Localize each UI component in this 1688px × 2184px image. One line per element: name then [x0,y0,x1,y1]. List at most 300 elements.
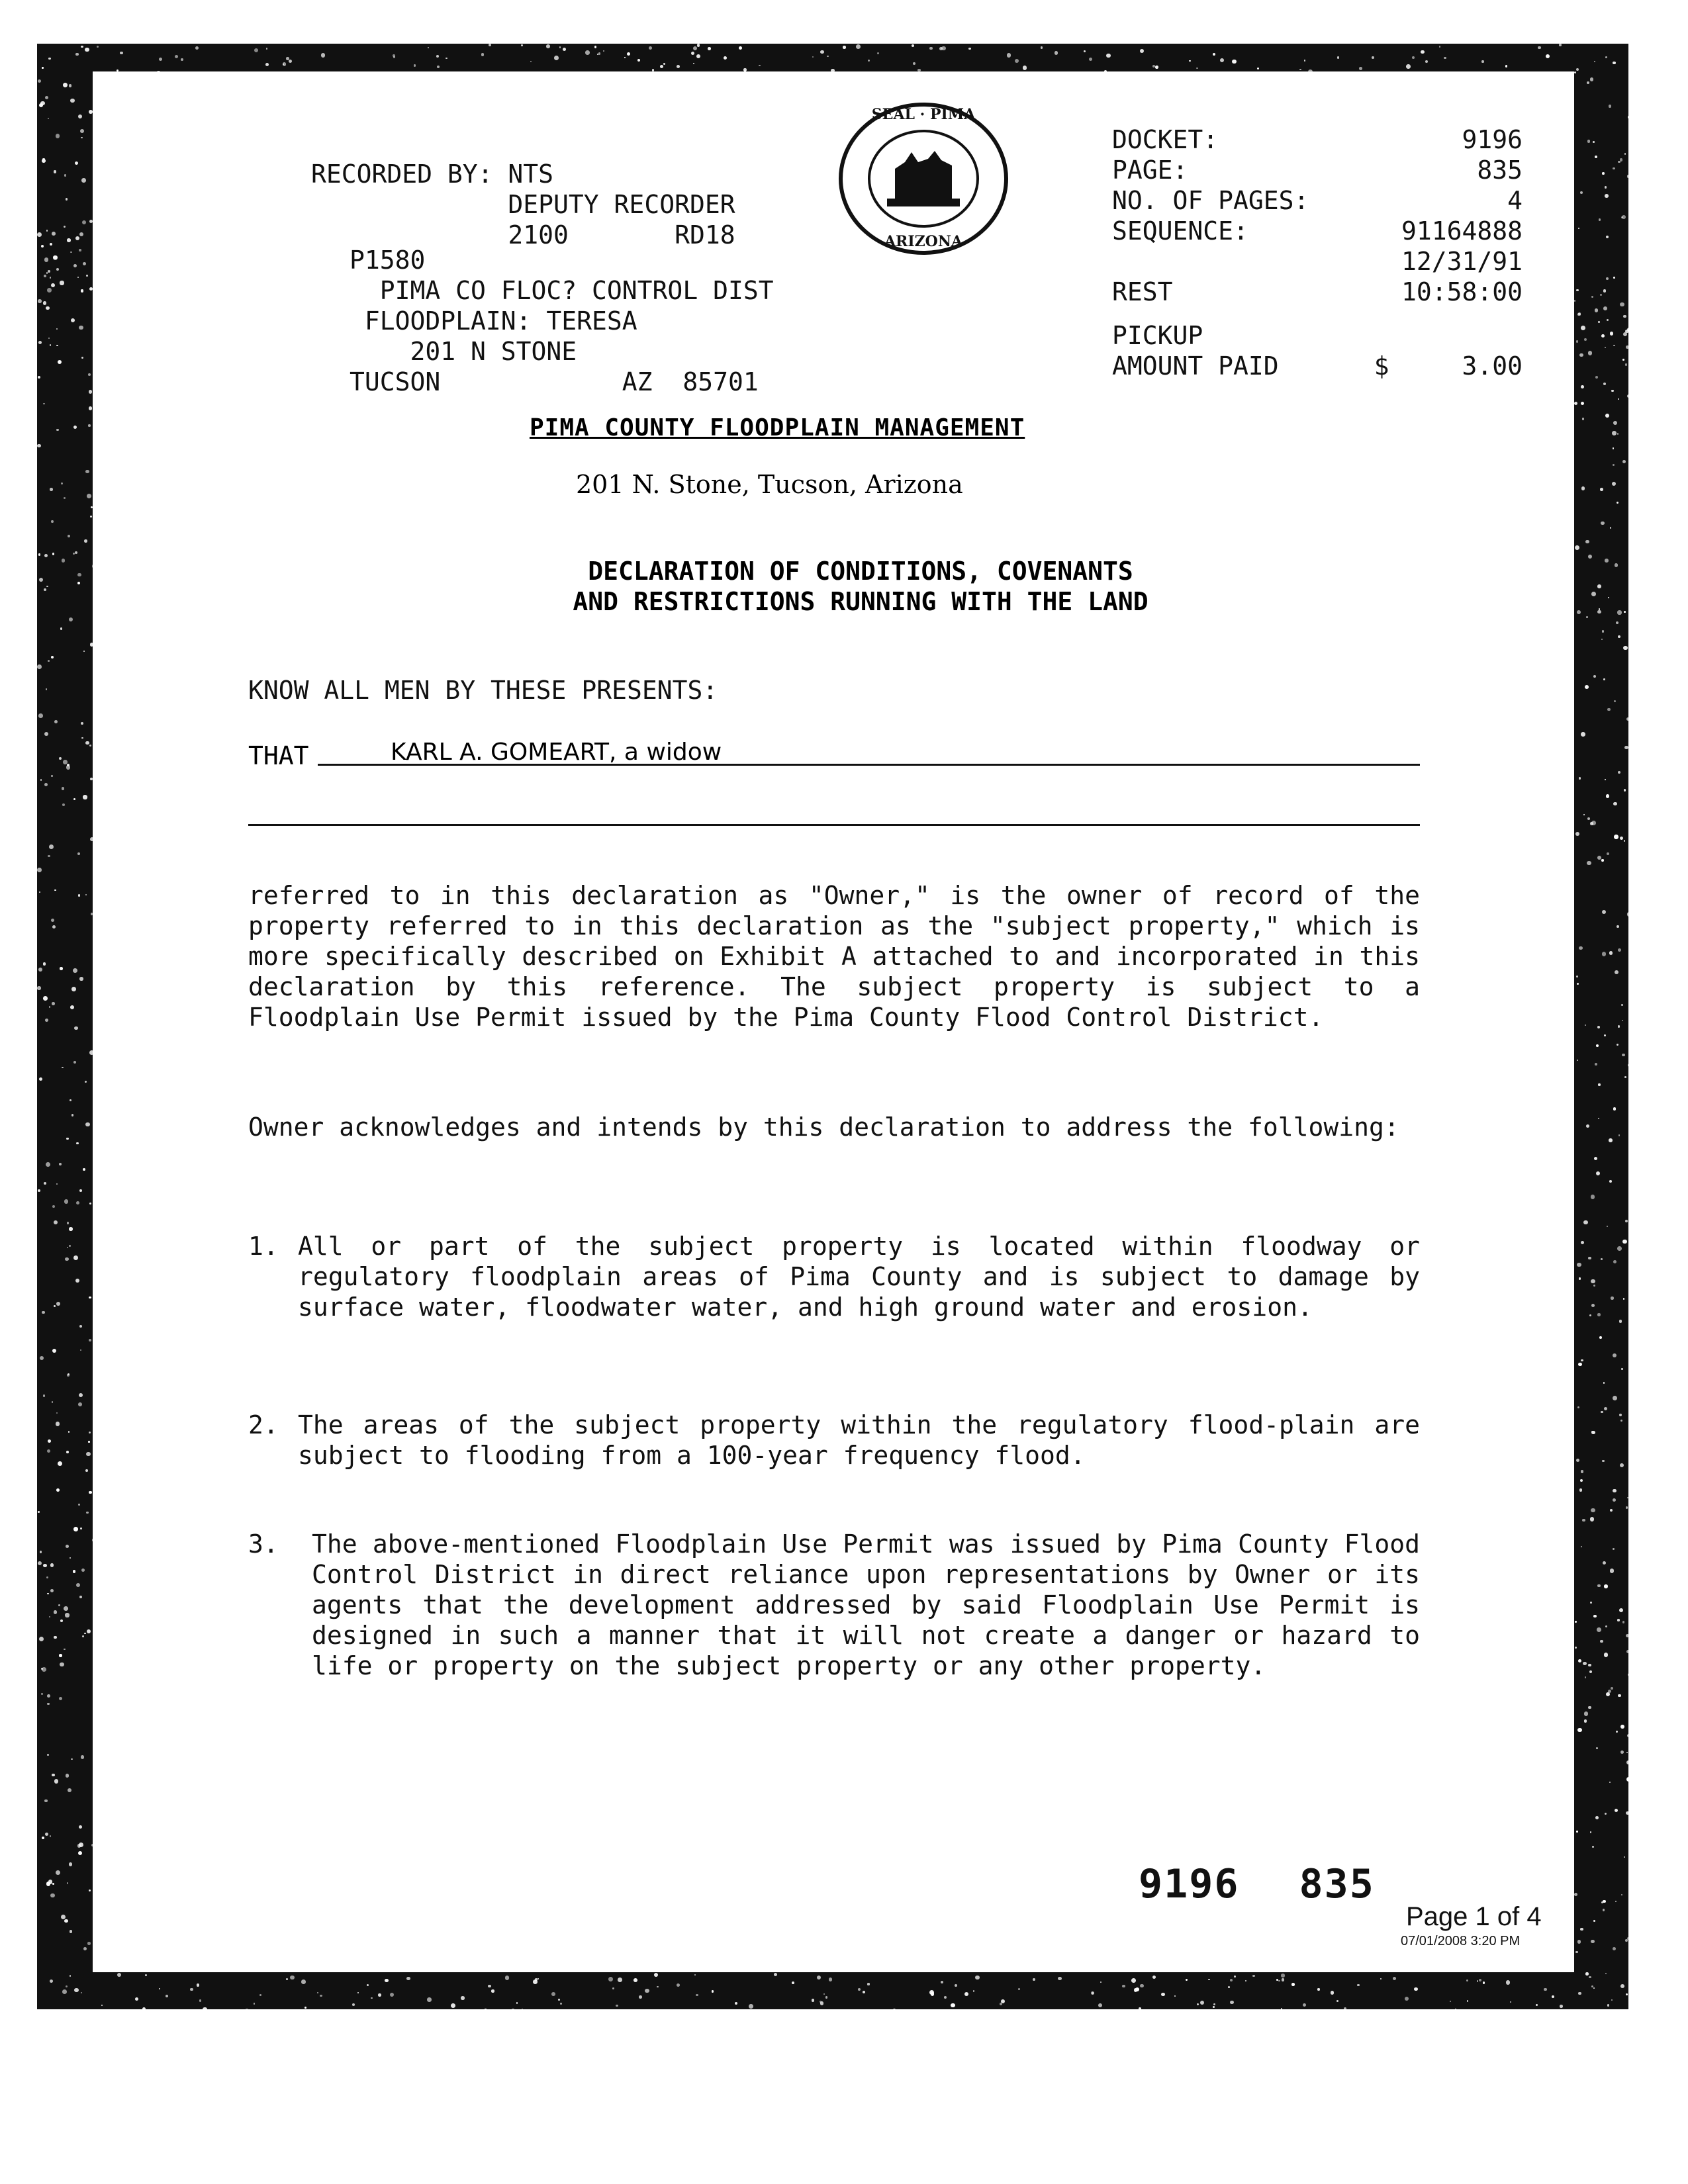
scan-noise-speck [48,660,50,662]
scan-noise-speck [1481,60,1484,63]
scan-noise-speck [1582,418,1585,420]
scan-noise-speck [1601,1258,1603,1260]
blank-underline [248,824,1420,826]
scan-noise-speck [68,535,70,537]
scan-noise-speck [266,48,267,49]
scan-noise-speck [87,1942,91,1945]
scan-noise-speck [70,1099,71,1101]
scan-noise-speck [1584,1719,1587,1722]
scan-noise-speck [1617,1246,1622,1251]
scan-noise-speck [1232,60,1236,64]
list-item [248,1529,1420,1681]
scan-noise-speck [1595,1816,1599,1819]
scan-noise-speck [1617,610,1621,614]
scan-noise-speck [1368,2009,1370,2011]
scan-noise-speck [1098,2003,1102,2007]
scan-noise-speck [1620,1751,1624,1754]
scan-noise-speck [792,1981,794,1984]
scan-noise-speck [749,2004,753,2009]
scan-noise-speck [81,722,83,725]
scan-noise-speck [1588,1664,1591,1666]
scan-noise-speck [1041,46,1043,49]
scan-noise-speck [639,1995,642,1999]
declaration-title-line-1: DECLARATION OF CONDITIONS, COVENANTS [588,557,1133,586]
scan-noise-speck [59,757,62,760]
scan-noise-speck [484,2009,488,2013]
scan-noise-speck [85,741,89,745]
scan-noise-speck [75,53,79,56]
scan-noise-speck [50,344,51,345]
county-seal-icon [835,99,1011,258]
scan-noise-speck [1586,1124,1589,1128]
declaration-title [463,556,1258,617]
scan-noise-speck [41,245,44,248]
scan-noise-speck [1581,385,1584,388]
scan-noise-speck [79,1825,82,1829]
scan-noise-speck [45,96,48,99]
scan-noise-speck [1620,1725,1624,1729]
scan-noise-speck [89,1297,91,1298]
scan-noise-speck [38,299,42,303]
scan-noise-speck [62,803,65,806]
scan-noise-speck [83,651,85,652]
scan-noise-speck [1587,861,1591,866]
record-time: 10:58:00 [1401,277,1523,306]
scan-noise-speck [743,68,747,71]
scan-noise-speck [54,889,56,891]
scan-noise-speck [912,44,914,47]
scan-noise-speck [1600,1640,1603,1643]
address-line-2: PIMA CO FLOC? CONTROL DIST [350,276,774,305]
scan-noise-speck [1372,56,1374,59]
scan-noise-speck [414,64,416,66]
scan-noise-speck [60,281,64,285]
scan-noise-speck [1601,522,1605,525]
scan-noise-speck [856,44,861,49]
scan-noise-speck [87,494,91,498]
scan-noise-speck [42,158,44,160]
scan-noise-speck [1623,646,1628,651]
scan-noise-speck [1421,50,1424,54]
scan-noise-speck [38,341,42,344]
scan-noise-speck [1619,1414,1622,1416]
scan-noise-speck [1609,1138,1613,1142]
scan-noise-speck [91,1844,94,1846]
scan-noise-speck [1603,1561,1606,1565]
scan-noise-speck [40,101,45,106]
scan-noise-speck [66,1774,69,1777]
scan-noise-speck [159,1988,160,1989]
docket-label: DOCKET: [1112,125,1219,154]
scan-noise-speck [64,1919,68,1923]
recorder-info [311,159,735,250]
scan-noise-speck [65,1257,68,1261]
scan-noise-speck [37,444,40,447]
scan-noise-speck [1606,794,1609,797]
scan-noise-speck [1574,71,1576,73]
declaration-title-line-2: AND RESTRICTIONS RUNNING WITH THE LAND [573,587,1149,616]
scan-noise-speck [1590,1602,1591,1603]
scan-noise-speck [43,962,46,965]
scan-noise-speck [1603,678,1605,680]
scan-noise-speck [283,62,286,66]
scan-noise-speck [877,52,879,54]
scan-noise-speck [831,69,834,72]
scan-noise-speck [40,779,42,780]
scan-noise-speck [1624,1076,1626,1078]
scan-noise-speck [1131,1978,1136,1983]
scan-noise-speck [79,1843,83,1847]
scan-noise-speck [69,1245,71,1247]
scan-noise-speck [1575,1647,1577,1649]
scan-noise-speck [69,84,72,87]
scan-noise-speck [1605,1625,1607,1627]
scan-noise-speck [1604,1407,1607,1410]
scan-noise-speck [973,1990,974,1991]
scan-noise-speck [1605,56,1607,58]
scan-noise-speck [1606,236,1609,238]
scan-noise-speck [39,891,40,893]
scan-noise-speck [451,2003,455,2008]
scan-noise-speck [38,553,41,556]
scan-noise-speck [92,564,97,569]
scan-noise-speck [90,643,93,646]
scan-noise-speck [67,238,71,242]
scan-noise-speck [56,328,58,330]
list-item [248,1231,1420,1322]
scan-noise-speck [598,52,600,54]
scan-noise-speck [1595,376,1598,379]
scan-noise-speck [654,1973,658,1977]
scan-noise-speck [69,1227,72,1230]
scan-noise-speck [1505,65,1508,68]
scan-noise-speck [1578,1363,1581,1366]
scan-noise-speck [90,778,93,780]
scan-noise-speck [585,50,589,54]
scan-noise-speck [50,488,52,490]
scan-noise-speck [951,2003,955,2007]
list-item-number: 3. [248,1529,279,1559]
scan-noise-speck [558,1999,560,2001]
print-timestamp: 07/01/2008 3:20 PM [1401,1934,1521,1948]
scan-noise-speck [1626,717,1630,721]
scan-noise-speck [1625,330,1628,333]
scan-noise-speck [38,1511,40,1513]
scan-noise-speck [89,1889,91,1891]
scan-noise-speck [91,913,93,915]
scan-noise-speck [1596,1171,1600,1175]
scan-noise-speck [88,1441,90,1443]
scan-noise-speck [48,58,50,60]
scan-noise-speck [1617,1044,1618,1046]
scan-noise-speck [1574,1893,1577,1896]
scan-noise-speck [197,1983,199,1986]
scan-noise-speck [660,65,663,68]
scan-noise-speck [54,1305,56,1307]
scan-noise-speck [1590,77,1594,81]
scan-noise-speck [1621,1894,1622,1895]
scan-noise-speck [385,1979,388,1982]
scan-noise-speck [60,1662,64,1667]
office-address: 201 N. Stone, Tucson, Arizona [576,470,963,499]
scan-noise-speck [1578,1992,1581,1995]
scan-noise-speck [1585,1024,1586,1026]
scan-noise-speck [1588,351,1592,355]
scan-noise-speck [1602,172,1605,175]
scan-noise-speck [38,713,43,718]
scan-noise-speck [301,1979,306,1984]
scan-noise-speck [627,52,630,56]
scan-noise-speck [1626,1777,1631,1782]
scan-noise-speck [1023,66,1027,70]
scan-noise-speck [1627,1734,1630,1737]
scan-noise-speck [1544,1988,1547,1991]
scan-noise-speck [1626,1760,1630,1764]
page-label: PAGE: [1112,156,1188,185]
scan-noise-speck [1603,1909,1605,1911]
scan-noise-speck [693,46,697,50]
scan-noise-speck [812,1999,815,2002]
scan-noise-speck [89,220,93,223]
svg-text:ARIZONA: ARIZONA [884,233,963,250]
scan-noise-speck [85,1122,90,1127]
scan-border-right [1574,44,1628,2009]
scan-noise-speck [551,1992,555,1996]
scan-noise-speck [1344,2007,1347,2011]
scan-noise-speck [1601,859,1603,861]
scan-noise-speck [245,2009,249,2013]
scan-noise-speck [1620,158,1622,161]
scan-noise-speck [1444,57,1446,59]
scan-noise-speck [618,1978,622,1982]
scan-noise-speck [1621,1368,1622,1369]
scan-noise-speck [67,1882,69,1884]
scan-noise-speck [70,99,74,103]
scan-noise-speck [48,1439,51,1443]
scan-noise-speck [1614,835,1618,839]
scan-noise-speck [39,1637,44,1641]
scan-noise-speck [1626,1811,1629,1815]
scan-noise-speck [56,345,58,346]
scan-noise-speck [82,220,86,224]
scan-noise-speck [867,1983,869,1985]
scan-noise-speck [1581,326,1585,330]
scan-noise-speck [1600,488,1603,490]
scan-noise-speck [265,63,269,66]
page-value: 835 [1477,156,1523,185]
scan-noise-speck [59,1654,62,1657]
scan-noise-speck [60,967,62,970]
scan-noise-speck [1585,1676,1586,1678]
scan-noise-speck [608,1977,613,1981]
docket-stamp [1139,1861,1375,1907]
scan-noise-speck [637,59,640,62]
scan-noise-speck [1628,902,1632,905]
page-title: PIMA COUNTY FLOODPLAIN MANAGEMENT [530,414,1025,441]
scan-noise-speck [1628,1064,1631,1067]
scan-noise-speck [1597,610,1601,614]
scan-noise-speck [530,61,532,62]
scan-noise-speck [1598,321,1600,323]
scan-noise-speck [1239,2009,1244,2014]
scan-noise-speck [868,60,870,62]
address-line-5: TUCSON AZ 85701 [350,367,759,396]
scan-noise-speck [63,83,68,87]
scan-noise-speck [1604,1653,1608,1657]
scan-noise-speck [43,996,48,1001]
scan-noise-speck [511,2009,515,2013]
scan-noise-speck [70,1975,71,1976]
scan-noise-speck [64,1199,68,1203]
scan-noise-speck [44,1799,48,1803]
pages-value: 4 [1507,186,1523,215]
scan-noise-speck [1596,1747,1598,1749]
scan-noise-speck [1611,1687,1613,1690]
scan-noise-speck [46,1882,50,1886]
scan-noise-speck [44,554,48,557]
scan-noise-speck [657,1986,658,1987]
scan-noise-speck [1230,2001,1233,2004]
scan-noise-speck [1624,746,1628,749]
scan-noise-speck [51,520,54,523]
stamp-page: 835 [1299,1861,1375,1907]
scan-noise-speck [1610,332,1613,335]
scan-noise-speck [1607,708,1611,711]
scan-noise-speck [1605,414,1609,418]
scan-noise-speck [1583,1662,1586,1665]
scan-noise-speck [56,1302,60,1306]
scan-noise-speck [81,178,86,183]
scan-noise-speck [65,1613,69,1617]
scan-noise-speck [1591,1195,1595,1199]
scan-noise-speck [51,775,53,777]
scan-noise-speck [663,63,665,65]
scan-noise-speck [1624,611,1626,613]
scan-noise-speck [616,2005,618,2007]
scan-noise-speck [1628,1673,1631,1676]
scan-noise-speck [38,1189,40,1192]
scan-noise-speck [1510,2001,1511,2003]
scan-noise-speck [1412,56,1415,59]
svg-text:SEAL · PIMA: SEAL · PIMA [871,106,976,123]
scan-noise-speck [1613,1548,1614,1549]
scan-noise-speck [1581,1359,1583,1361]
scan-noise-speck [1602,630,1604,632]
scan-noise-speck [1579,353,1583,357]
scan-noise-speck [44,783,48,786]
scan-noise-speck [86,275,88,277]
scan-noise-speck [691,52,694,55]
scan-noise-speck [708,47,711,50]
scan-noise-speck [50,1563,54,1567]
scan-noise-speck [1591,1279,1595,1284]
scan-noise-speck [1018,1988,1020,1990]
scan-noise-speck [1626,1650,1630,1653]
scan-noise-speck [1609,951,1613,954]
scan-noise-speck [286,57,289,60]
scan-noise-speck [68,1788,71,1792]
scan-noise-speck [43,301,46,304]
address-line-1: P1580 [350,246,426,275]
scan-noise-speck [1624,840,1626,842]
scan-noise-speck [79,1596,82,1598]
scan-noise-speck [1122,1985,1125,1987]
scan-noise-speck [1582,1519,1585,1522]
scan-noise-speck [79,249,81,251]
scan-noise-speck [289,60,292,63]
scan-noise-speck [1599,218,1601,220]
scan-noise-speck [546,44,550,48]
scan-noise-speck [1134,1988,1137,1991]
scan-noise-speck [427,1997,431,2001]
scan-noise-speck [50,1835,51,1837]
address-line-4: 201 N STONE [350,337,577,366]
scan-noise-speck [1155,66,1158,68]
scan-noise-speck [1616,1731,1618,1733]
know-all-men-heading: KNOW ALL MEN BY THESE PRESENTS: [248,676,718,705]
mailing-address [350,245,774,397]
scan-noise-speck [84,1633,86,1635]
scan-noise-speck [533,1979,538,1984]
scan-noise-speck [597,54,598,55]
scan-noise-speck [649,46,652,50]
scan-noise-speck [85,470,89,473]
scan-noise-speck [52,1883,54,1885]
scan-noise-speck [73,968,77,973]
scan-noise-speck [1576,340,1579,343]
scan-noise-speck [1139,2007,1142,2011]
scan-noise-speck [917,69,920,71]
scan-noise-speck [367,1984,369,1986]
scan-noise-speck [1620,837,1623,840]
scan-noise-speck [1593,675,1596,678]
scan-noise-speck [820,50,824,54]
scan-noise-speck [1590,822,1593,825]
scan-noise-speck [1331,1991,1334,1994]
scan-noise-speck [1161,1993,1164,1996]
scan-noise-speck [56,1412,58,1414]
scan-noise-speck [81,357,83,359]
pickup-label: PICKUP [1112,321,1203,350]
scan-noise-speck [67,1222,70,1224]
scan-noise-speck [64,174,66,176]
scan-noise-speck [1393,1977,1396,1980]
scan-noise-speck [1581,1470,1584,1473]
list-item-text: The above-mentioned Floodplain Use Permit was issued by Pima County Flood Control District in direct reliance upon representations by Owner or its agents that the development addressed by said Floodplain Use Permit is designed in such a manner that it will not create a danger or hazard to life or property on the subject property or any other property. [312,1529,1420,1680]
scan-noise-speck [157,71,160,73]
scan-noise-speck [70,1930,72,1933]
scan-noise-speck [44,275,46,277]
scan-noise-speck [91,506,93,508]
scan-noise-speck [1593,1285,1595,1287]
scan-noise-speck [1628,115,1632,119]
scan-noise-speck [43,403,44,404]
scan-noise-speck [1617,502,1618,504]
scan-noise-speck [203,2007,207,2011]
scan-noise-speck [305,2007,306,2009]
scan-noise-speck [82,1635,84,1637]
amount-currency: $ [1374,351,1389,381]
scan-noise-speck [74,1026,78,1030]
scan-noise-speck [66,1138,69,1140]
scan-noise-speck [62,1989,67,1994]
scan-noise-speck [86,1452,90,1456]
scan-noise-speck [37,232,42,237]
scan-noise-speck [1605,559,1609,563]
scan-noise-speck [1228,1986,1230,1988]
scan-noise-speck [44,257,48,261]
scan-noise-speck [195,46,199,50]
